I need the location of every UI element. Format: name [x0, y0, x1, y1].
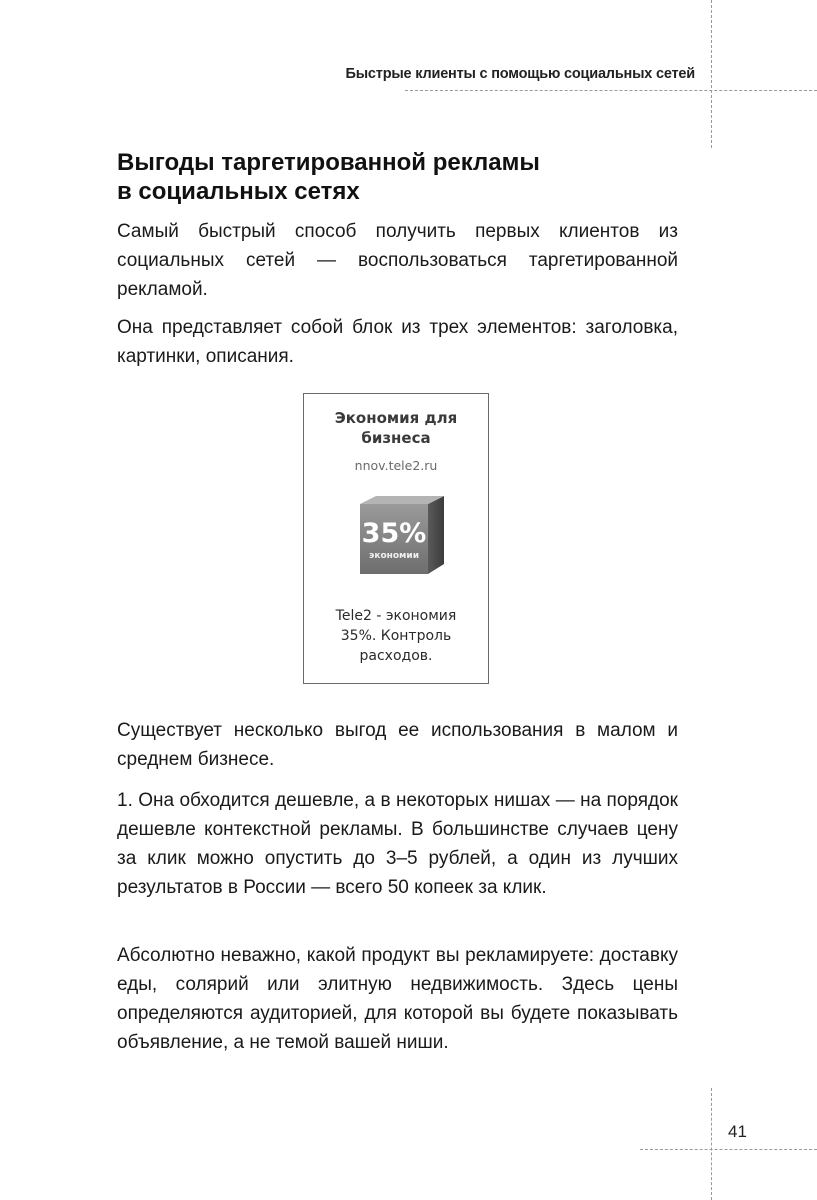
section-heading-line-1: Выгоды таргетированной рекламы — [117, 149, 540, 176]
ad-title-line-1: Экономия для — [334, 409, 458, 427]
paragraph-intro: Самый быстрый способ получить первых клиентов из социальных сетей — воспользоваться таргетированной рекламой. — [117, 221, 678, 300]
top-right-guide-vertical — [711, 0, 712, 148]
running-head: Быстрые клиенты с помощью социальных сетей — [345, 66, 695, 82]
section-heading-line-2: в социальных сетях — [117, 178, 360, 205]
bottom-right-guide-vertical — [711, 1088, 712, 1200]
badge-side — [428, 496, 444, 574]
ad-title-line-2: бизнеса — [361, 429, 431, 447]
paragraph-product-note: Абсолютно неважно, какой продукт вы рекламируете: доставку еды, солярий или элитную недвижимость. Здесь цены определяются аудиторией, для которой вы будете показывать объявление, а не темой вашей ниши. — [117, 945, 678, 1053]
paragraph-benefit-1: 1. Она обходится дешевле, а в некоторых нишах — на порядок дешевле контекстной рекламы. В большинстве случаев цену за клик можно опустить до 3–5 рублей, а один из лучших результатов в России — всего 50 копеек за клик. — [117, 790, 678, 898]
badge-percent: 35% — [361, 518, 427, 549]
ad-description-line-3: расходов. — [359, 648, 433, 664]
header-guide-horizontal — [405, 90, 817, 91]
paragraph-ad-structure: Она представляет собой блок из трех элементов: заголовка, картинки, описания. — [117, 317, 678, 367]
badge-caption: экономии — [369, 551, 419, 561]
footer-guide-horizontal — [640, 1149, 817, 1150]
paragraph-benefits-intro: Существует несколько выгод ее использования в малом и среднем бизнесе. — [117, 720, 678, 770]
ad-description — [304, 606, 488, 666]
ad-discount-badge-image — [356, 494, 448, 580]
ad-title — [304, 408, 488, 448]
section-heading — [117, 148, 678, 206]
ad-description-line-2: 35%. Контроль — [340, 628, 452, 644]
ad-example-figure — [303, 393, 489, 684]
page-number: 41 — [728, 1122, 747, 1141]
ad-domain: nnov.tele2.ru — [354, 458, 438, 473]
ad-description-line-1: Tele2 - экономия — [335, 608, 457, 624]
